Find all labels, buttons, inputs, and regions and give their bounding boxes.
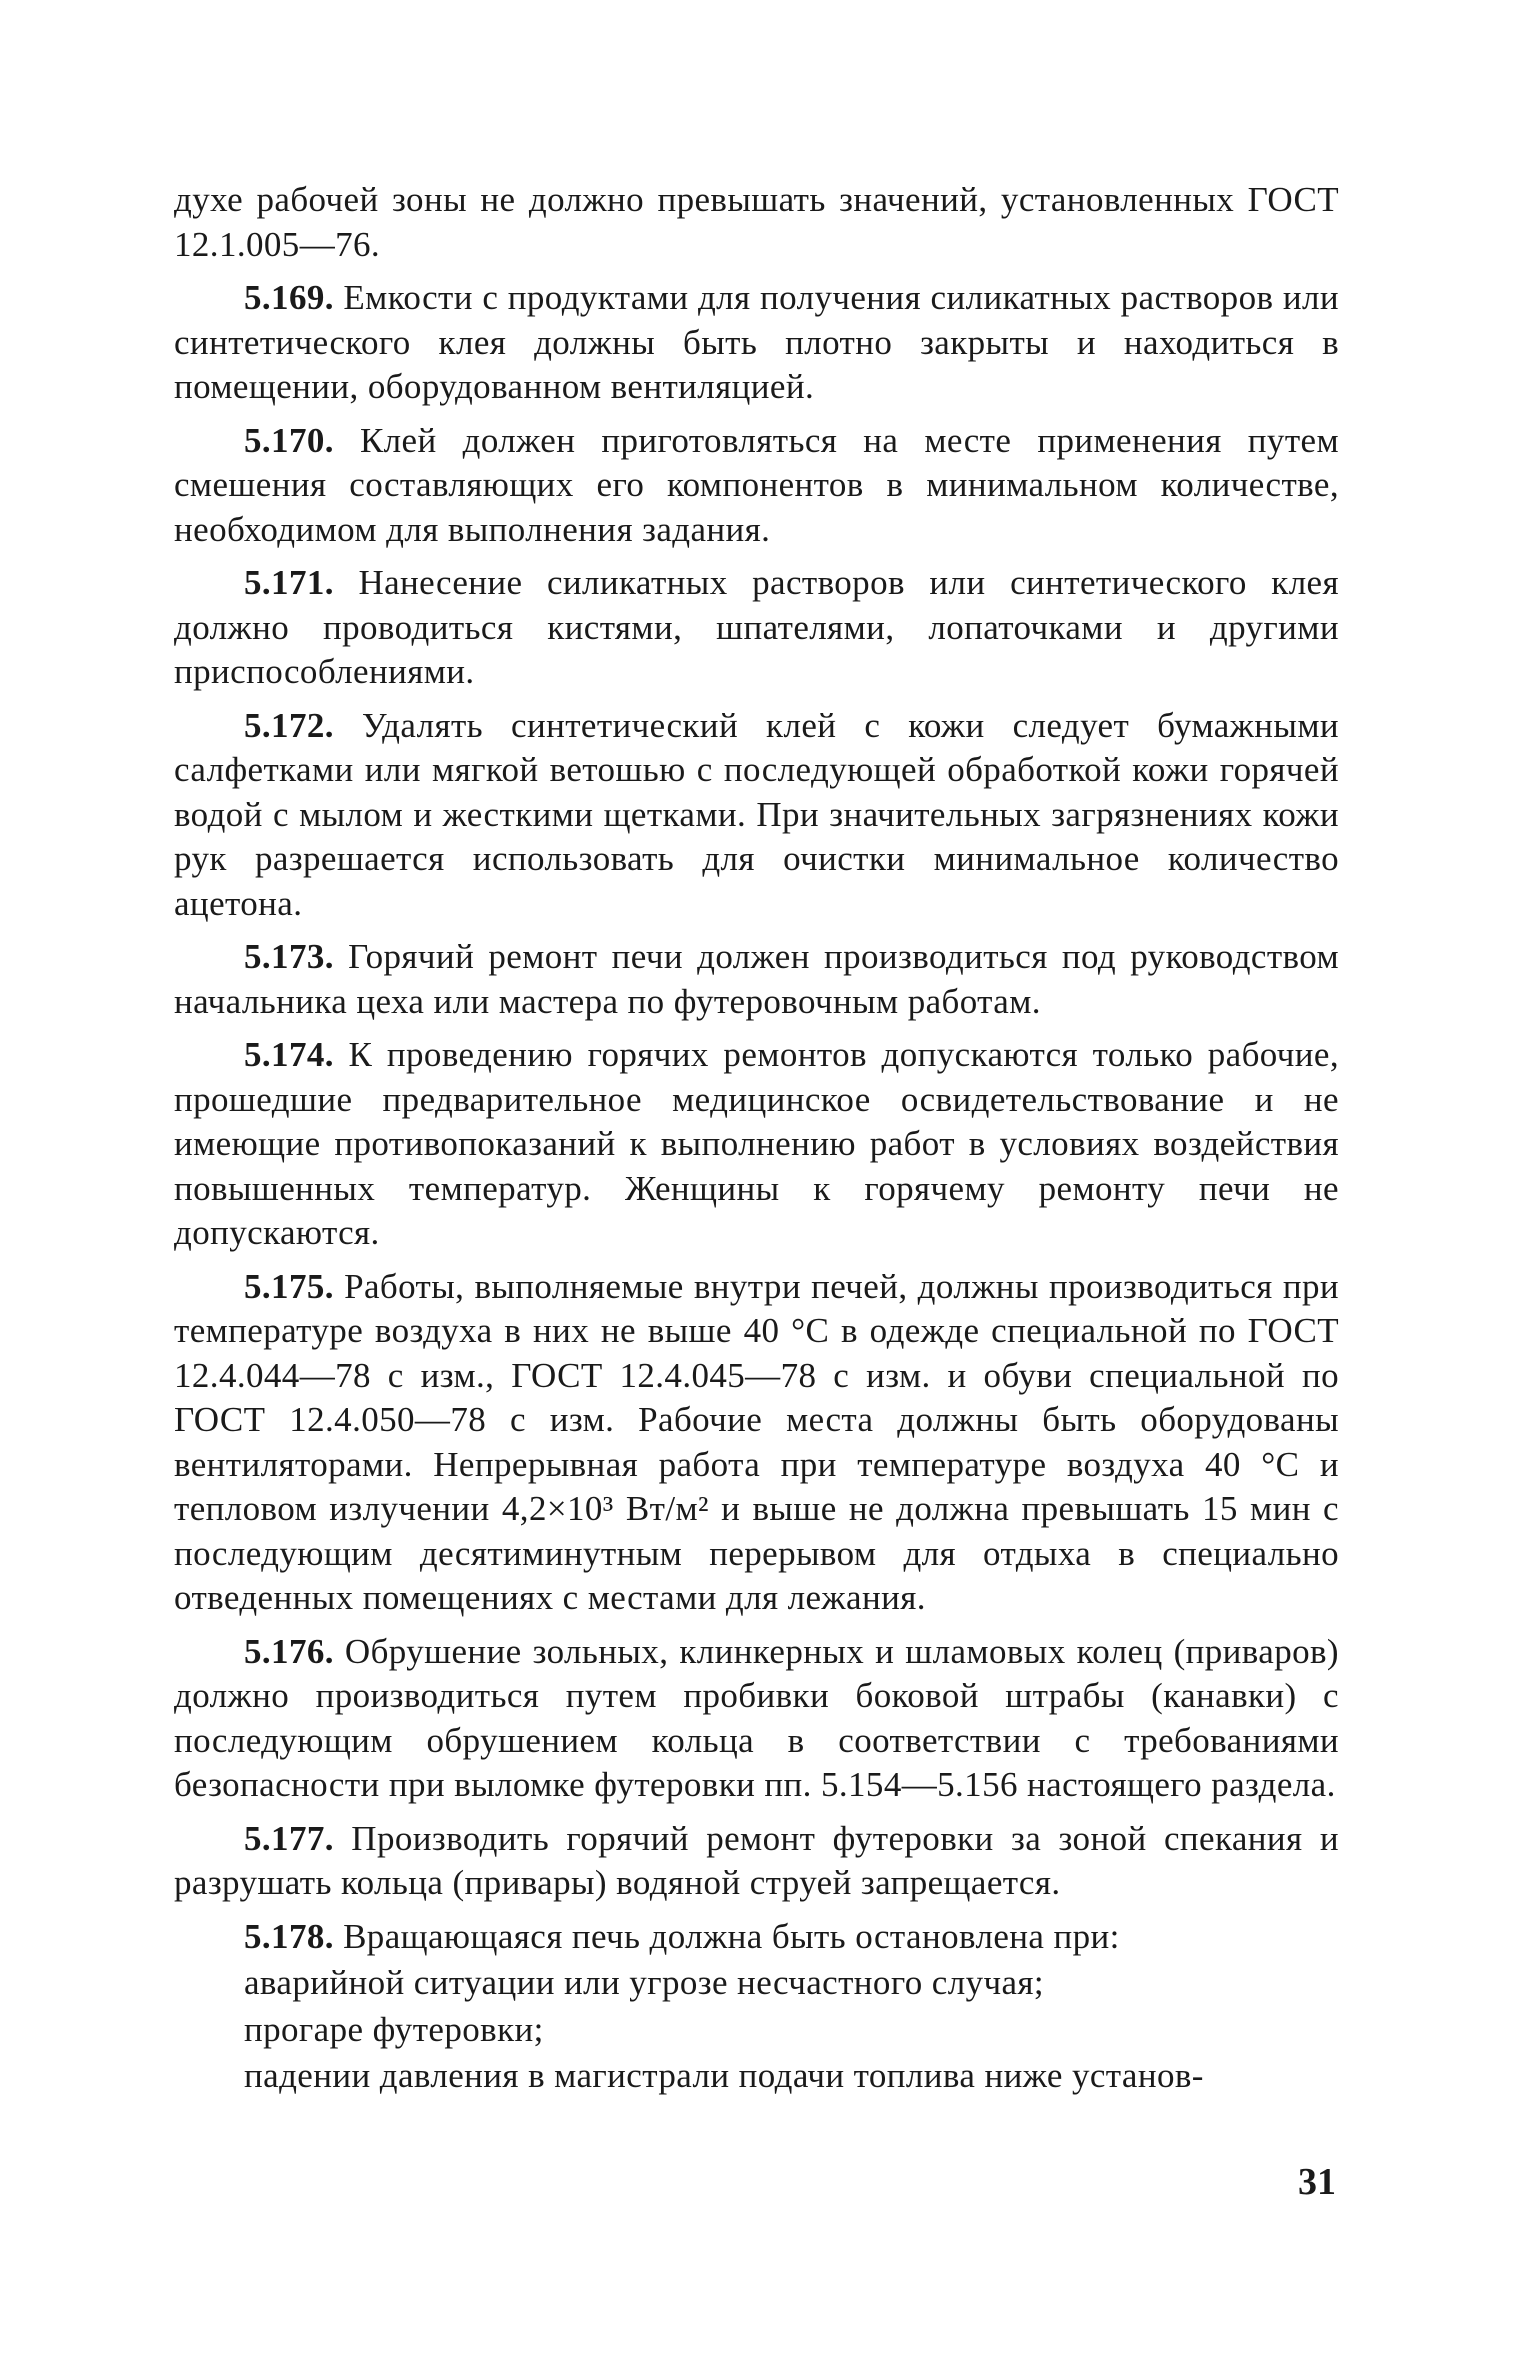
list-item: падении давления в магистрали подачи топлива ниже установ- <box>244 2056 1204 2095</box>
clause-5-170 <box>174 419 1339 553</box>
clause-5-177 <box>174 1817 1339 1906</box>
intro-paragraph: духе рабочей зоны не должно превышать значений, установленных ГОСТ 12.1.005—76. <box>174 180 1339 264</box>
clause-number: 5.172. <box>244 705 334 745</box>
clause-number: 5.178. <box>244 1916 334 1956</box>
clause-5-176 <box>174 1630 1339 1808</box>
clause-number: 5.170. <box>244 420 334 460</box>
clause-text: Обрушение зольных, клинкерных и шламовых колец (приваров) должно производиться путем пробивки боковой штрабы (канавки) с последующим обрушением кольца в соответствии с требованиями безопасности при выломке футеровки пп. 5.154—5.156 настоящего раздела. <box>174 1631 1339 1804</box>
clause-5-171 <box>174 561 1339 695</box>
clause-5-172 <box>174 704 1339 927</box>
list-item: прогаре футеровки; <box>244 2009 544 2049</box>
clause-number: 5.176. <box>244 1631 334 1671</box>
clause-5-169 <box>174 276 1339 410</box>
clause-text: Горячий ремонт печи должен производиться под руководством начальника цеха или мастера по футеровочным работам. <box>174 937 1339 1021</box>
page-number: 31 <box>1298 2161 1336 2203</box>
clause-5-173 <box>174 935 1339 1024</box>
clause-text: Клей должен приготовляться на месте применения путем смешения составляющих его компонентов в минимальном количестве, необходимом для выполнения задания. <box>174 420 1340 549</box>
clause-5-178 <box>174 1915 1339 1960</box>
clause-number: 5.173. <box>244 937 334 976</box>
clause-text: Удалять синтетический клей с кожи следует бумажными салфетками или мягкой ветошью с последующей обработкой кожи горячей водой с мылом и жесткими щетками. При значительных загрязнениях кожи рук разрешается использовать для очистки минимальное количество ацетона. <box>174 705 1339 923</box>
clause-number: 5.171. <box>244 563 334 602</box>
clause-text: Работы, выполняемые внутри печей, должны производиться при температуре воздуха в них не выше 40 °С в одежде специальной по ГОСТ 12.4.044—78 с изм., ГОСТ 12.4.045—78 с изм. и обуви специальной по ГОСТ 12.4.050—78 с изм. Рабочие места должны быть оборудованы вентиляторами. Непрерывная работа при температуре воздуха 40 °С и тепловом излучении 4,2×10³ Вт/м² и выше не должна превышать 15 мин с последующим десятиминутным перерывом для отдыха в специально отведенных помещениях с местами для лежания. <box>174 1266 1339 1617</box>
clause-5-175 <box>174 1265 1339 1621</box>
clause-text: Нанесение силикатных растворов или синтетического клея должно проводиться кистями, шпателями, лопаточками и другими приспособлениями. <box>174 563 1339 691</box>
clause-5-174 <box>174 1033 1339 1256</box>
clause-number: 5.175. <box>244 1266 334 1306</box>
clause-text: Емкости с продуктами для получения силикатных растворов или синтетического клея должны быть плотно закрыты и находиться в помещении, оборудованном вентиляцией. <box>174 278 1339 406</box>
document-body <box>174 178 1339 2101</box>
clause-text: Вращающаяся печь должна быть остановлена при: <box>343 1916 1120 1956</box>
clause-number: 5.177. <box>244 1818 334 1858</box>
clause-text: К проведению горячих ремонтов допускаются только рабочие, прошедшие предварительное медицинское освидетельствование и не имеющие противопоказаний к выполнению работ в условиях воздействия повышенных температур. Женщины к горячему ремонту печи не допускаются. <box>174 1035 1339 1252</box>
clause-number: 5.174. <box>244 1035 334 1074</box>
clause-number: 5.169. <box>244 278 334 317</box>
clause-text: Производить горячий ремонт футеровки за зоной спекания и разрушать кольца (привары) водяной струей запрещается. <box>174 1818 1339 1902</box>
list-item: аварийной ситуации или угрозе несчастного случая; <box>244 1963 1045 2002</box>
